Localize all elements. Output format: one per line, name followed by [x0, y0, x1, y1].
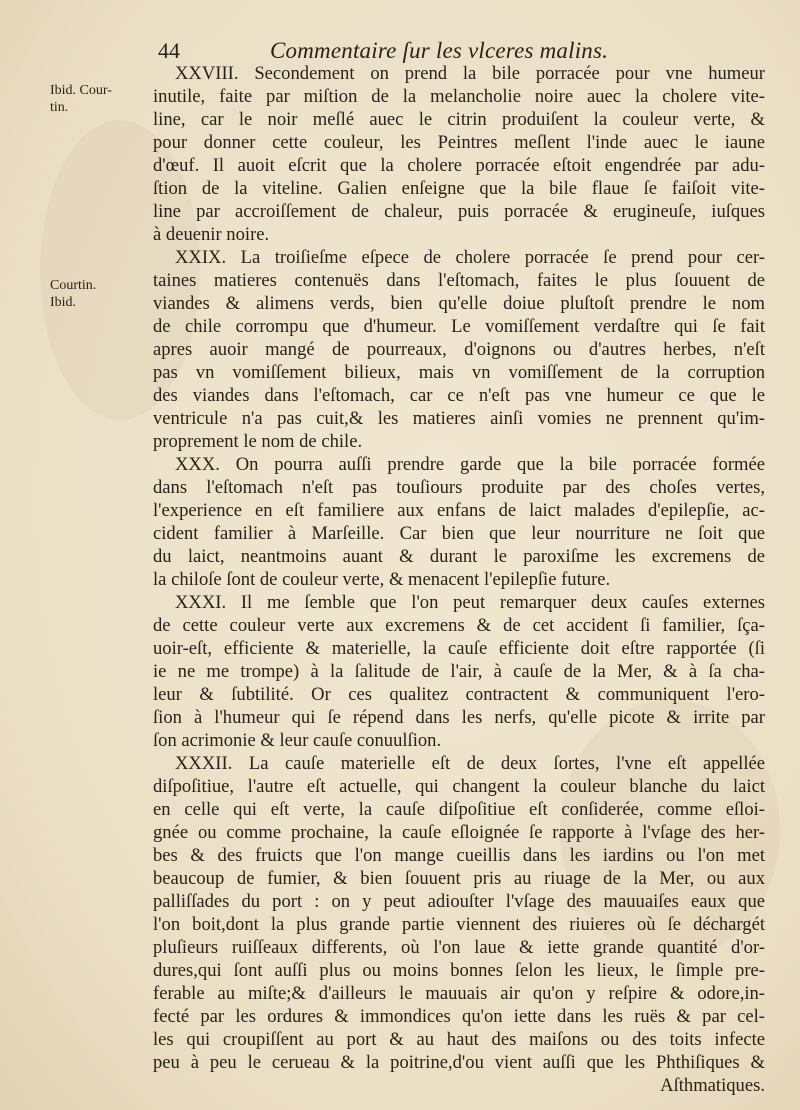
- text-line: à deuenir noire.: [153, 224, 270, 245]
- text-line: ie ne me trompe) à la ſalitude de l'air, à cauſe de la Mer, & à ſa cha-: [153, 661, 765, 682]
- margin-note: [50, 82, 150, 116]
- text-line: proprement le nom de chile.: [153, 431, 363, 452]
- text-line: cident familier à Marſeille. Car bien que leur nourriture ne ſoit que: [153, 523, 765, 544]
- text-line: diſpoſitiue, l'autre eſt actuelle, qui changent la couleur blanche du laict: [153, 776, 765, 797]
- text-line: line, car le noir meſlé auec le citrin produiſent la couleur verte, &: [153, 109, 765, 130]
- text-line: la chiloſe ſont de couleur verte, & menacent l'epilepſie future.: [153, 569, 611, 590]
- text-line: bes & des fruicts que l'on mange cueillis dans les iardins ou l'on met: [153, 845, 765, 866]
- text-line: l'experience en eſt familiere aux enfans de laict malades d'epilepſie, ac-: [153, 500, 765, 521]
- text-line: les qui croupiſſent au port & au haut des maiſons ou des toits infecte: [153, 1029, 765, 1050]
- text-line: fecté par les ordures & immondices qu'on iette dans les ruës & par cel-: [153, 1006, 765, 1027]
- text-line: de cette couleur verte aux excremens & de cet accident ſi familier, ſça-: [153, 615, 765, 636]
- text-line: XXXII. La cauſe materielle eſt de deux ſortes, l'vne eſt appellée: [175, 753, 765, 774]
- text-line: pas vn vomiſſement bilieux, mais vn vomiſſement de la corruption: [153, 362, 765, 383]
- margin-note-line: tin.: [50, 100, 69, 115]
- text-line: beaucoup de fumier, & bien ſouuent pris au riuage de la Mer, ou aux: [153, 868, 765, 889]
- page-number: 44: [158, 38, 180, 63]
- text-line: taines matieres contenuës dans l'eſtomach, faites le plus ſouuent de: [153, 270, 765, 291]
- text-line: XXXI. Il me ſemble que l'on peut remarquer deux cauſes externes: [175, 592, 765, 613]
- catchword: Aſthmatiques.: [660, 1075, 765, 1096]
- margin-note-line: Courtin.: [50, 278, 97, 293]
- text-line: XXX. On pourra auſſi prendre garde que la bile porracée formée: [175, 454, 765, 475]
- margin-note: [50, 277, 150, 311]
- text-line: ventricule n'a pas cuit,& les matieres ainſi vomies ne prennent qu'im-: [153, 408, 765, 429]
- text-line: des viandes dans l'eſtomach, car ce n'eſt pas vne humeur ce que le: [153, 385, 765, 406]
- text-line: pluſieurs ruiſſeaux differents, où l'on laue & iette grande quantité d'or-: [153, 937, 765, 958]
- text-line: du laict, neantmoins auant & durant le paroxiſme les excremens de: [153, 546, 765, 567]
- text-line: ferable au miſte;& d'ailleurs le mauuais air qu'on y reſpire & odore,in-: [153, 983, 765, 1004]
- text-line: XXVIII. Secondement on prend la bile porracée pour vne humeur: [175, 63, 765, 84]
- text-line: de chile corrompu que d'humeur. Le vomiſſement verdaſtre qui ſe fait: [153, 316, 765, 337]
- text-line: ſtion de la viteline. Galien enſeigne que la bile flaue ſe faiſoit vite-: [153, 178, 765, 199]
- text-line: uoir-eſt, efficiente & materielle, la cauſe efficiente doit eſtre rapportée (ſi: [153, 638, 765, 659]
- text-line: pour donner cette couleur, les Peintres meſlent l'inde auec le iaune: [153, 132, 765, 153]
- text-line: en celle qui eſt verte, la cauſe diſpoſitiue eſt conſiderée, comme eſloi-: [153, 799, 765, 820]
- text-line: XXIX. La troiſieſme eſpece de cholere porracée ſe prend pour cer-: [175, 247, 765, 268]
- text-line: leur & ſubtilité. Or ces qualitez contractent & communiquent l'ero-: [153, 684, 765, 705]
- body-text: [153, 62, 765, 1097]
- text-line: gnée ou comme prochaine, la cauſe eſloignée ſe rapporte à l'vſage des her-: [153, 822, 765, 843]
- margin-note-line: Ibid. Cour-: [50, 83, 112, 98]
- text-line: viandes & alimens verds, bien qu'elle doiue pluſtoſt prendre le nom: [153, 293, 765, 314]
- running-title: Commentaire ſur les vlceres malins.: [270, 38, 609, 63]
- text-line: inutile, faite par miſtion de la melancholie noire auec la cholere vite-: [153, 86, 765, 107]
- text-line: ſon acrimonie & leur cauſe conuulſion.: [153, 730, 442, 751]
- text-line: palliſſades du port : on y peut adiouſter l'vſage des mauuaiſes eaux que: [153, 891, 765, 912]
- text-line: l'on boit,dont la plus grande partie viennent des riuieres où ſe déchargét: [153, 914, 765, 935]
- text-line: line par accroiſſement de chaleur, puis porracée & erugineuſe, iuſques: [153, 201, 765, 222]
- text-line: peu à peu le cerueau & la poitrine,d'ou vient auſſi que les Phthiſiques &: [153, 1052, 765, 1073]
- text-line: ſion à l'humeur qui ſe répend dans les nerfs, qu'elle picote & irrite par: [153, 707, 765, 728]
- margin-note-line: Ibid.: [50, 295, 77, 310]
- text-line: dures,qui ſont auſſi plus ou moins bonnes ſelon les lieux, le ſimple pre-: [153, 960, 765, 981]
- text-line: dans l'eſtomach n'eſt pas touſiours produite par des choſes vertes,: [153, 477, 765, 498]
- text-line: d'œuf. Il auoit eſcrit que la cholere porracée eſtoit engendrée par adu-: [153, 155, 765, 176]
- text-line: apres auoir mangé de pourreaux, d'oignons ou d'autres herbes, n'eſt: [153, 339, 765, 360]
